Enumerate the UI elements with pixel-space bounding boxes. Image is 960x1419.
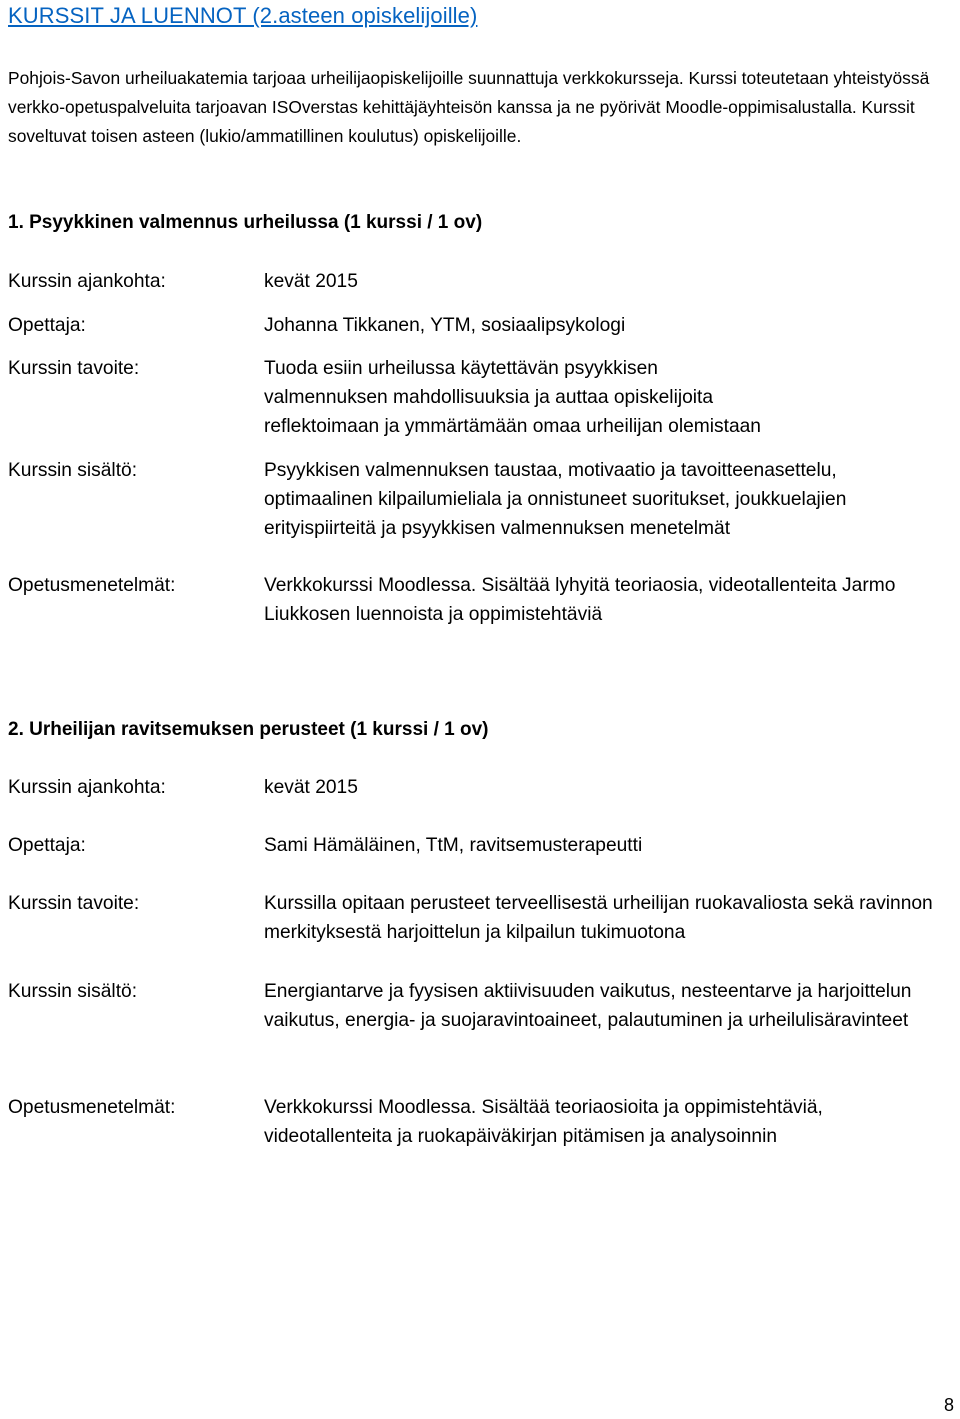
- page-title[interactable]: KURSSIT JA LUENNOT (2.asteen opiskelijoille): [8, 3, 478, 28]
- course-1-method-label: Opetusmenetelmät:: [8, 575, 176, 596]
- course-1-heading: 1. Psyykkinen valmennus urheilussa (1 kurssi / 1 ov): [8, 212, 483, 233]
- course-2-content-label: Kurssin sisältö:: [8, 981, 138, 1002]
- course-2-goal-value: Kurssilla opitaan perusteet terveellisestä urheilijan ruokavaliosta sekä ravinnon merkityksestä harjoittelun ja kilpailun tukimuotona: [264, 893, 933, 943]
- course-1-time-label: Kurssin ajankohta:: [8, 271, 166, 292]
- course-1-teacher-label: Opettaja:: [8, 315, 86, 336]
- course-1-teacher-value: Johanna Tikkanen, YTM, sosiaalipsykologi: [264, 315, 626, 336]
- course-2-method-value: Verkkokurssi Moodlessa. Sisältää teoriaosioita ja oppimistehtäviä, videotallenteita ja ruokapäiväkirjan pitämisen ja analysoinnin: [264, 1097, 823, 1147]
- course-1-content-value: Psyykkisen valmennuksen taustaa, motivaatio ja tavoitteenasettelu, optimaalinen kilpailumieliala ja onnistuneet suoritukset, joukkuelajien erityispiirteitä ja psyykkisen valmennuksen menetelmät: [264, 460, 847, 539]
- intro-paragraph: Pohjois-Savon urheiluakatemia tarjoaa urheilijaopiskelijoille suunnattuja verkkokursseja. Kurssi toteutetaan yhteistyössä verkko-opetuspalveluita tarjoavan ISOverstas kehittäjäyhteisön kanssa ja ne pyörivät Moodle-oppimisalustalla. Kurssit soveltuvat toisen asteen (lukio/ammatillinen koulutus) opiskelijoille.: [8, 68, 930, 146]
- course-2-teacher-label: Opettaja:: [8, 835, 86, 856]
- course-2-heading: 2. Urheilijan ravitsemuksen perusteet (1 kurssi / 1 ov): [8, 719, 489, 740]
- course-2-method-label: Opetusmenetelmät:: [8, 1097, 176, 1118]
- course-1-goal-label: Kurssin tavoite:: [8, 358, 140, 379]
- page-number: 8: [943, 1395, 954, 1415]
- course-2-time-value: kevät 2015: [264, 777, 358, 798]
- course-2-goal-label: Kurssin tavoite:: [8, 893, 140, 914]
- course-2-content-value: Energiantarve ja fyysisen aktiivisuuden vaikutus, nesteentarve ja harjoittelun vaikutus, energia- ja suojaravintoaineet, palautuminen ja urheilulisäravinteet: [264, 981, 912, 1031]
- course-1-time-value: kevät 2015: [264, 271, 358, 292]
- course-2-teacher-value: Sami Hämäläinen, TtM, ravitsemusterapeutti: [264, 835, 643, 856]
- course-2-time-label: Kurssin ajankohta:: [8, 777, 166, 798]
- course-1-content-label: Kurssin sisältö:: [8, 460, 138, 481]
- course-1-method-value: Verkkokurssi Moodlessa. Sisältää lyhyitä teoriaosia, videotallenteita Jarmo Liukkosen luennoista ja oppimistehtäviä: [264, 575, 896, 625]
- course-1-goal-value: Tuoda esiin urheilussa käytettävän psyykkisen valmennuksen mahdollisuuksia ja auttaa opiskelijoita reflektoimaan ja ymmärtämään omaa urheilijan olemistaan: [264, 358, 761, 437]
